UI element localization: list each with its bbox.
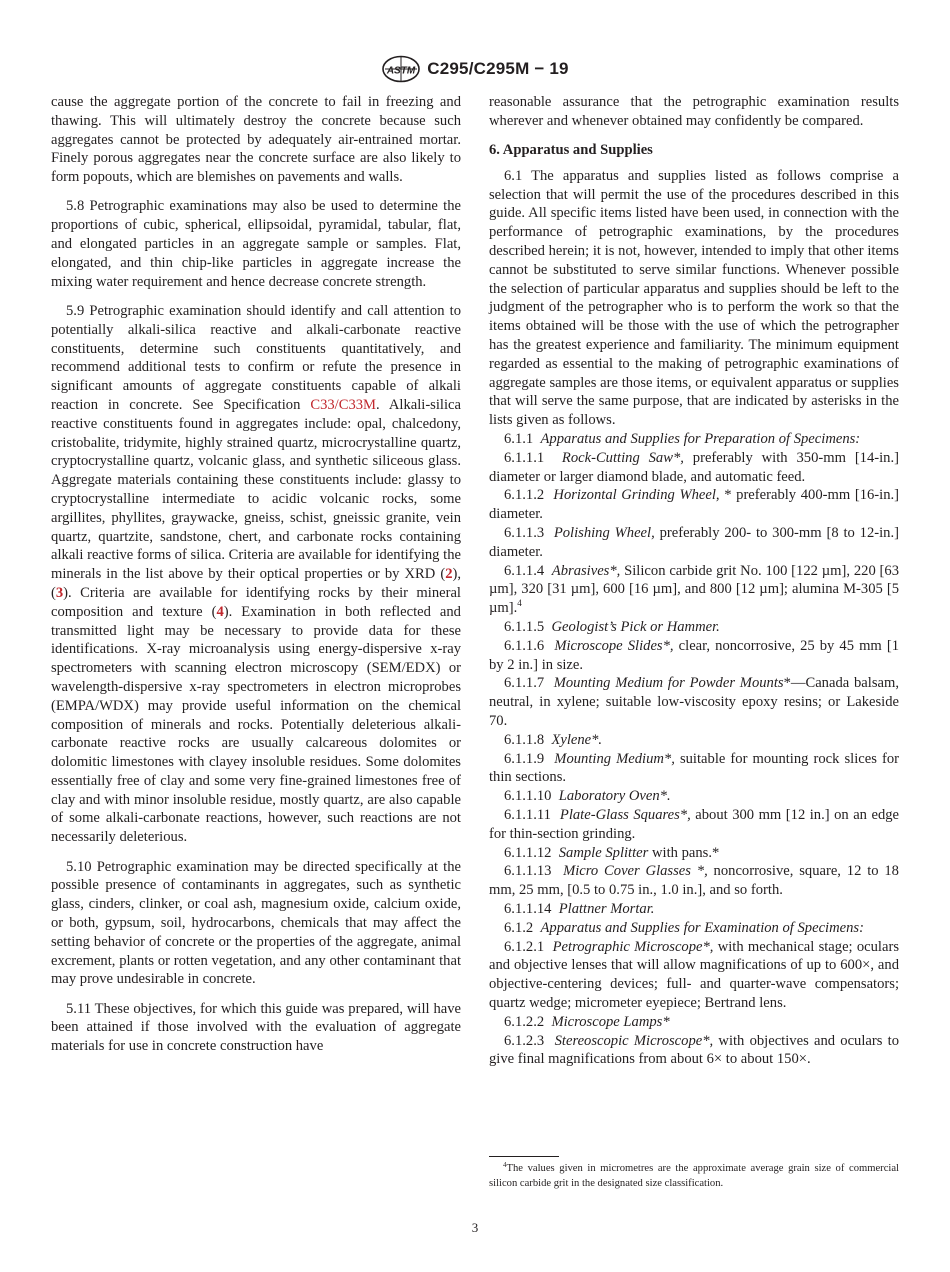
- item-text: *—Canada balsam, neutral, in xylene; suitable low-viscosity epoxy resins; or Lakeside 70.: [489, 675, 899, 729]
- list-item: [489, 1032, 899, 1070]
- item-title: Plate-Glass Squares*,: [559, 806, 691, 823]
- item-number: 6.1.1.4: [504, 562, 545, 579]
- item-title: Apparatus and Supplies for Preparation of Specimens:: [540, 431, 861, 448]
- list-item: [489, 637, 899, 675]
- item-title: Mounting Medium for Powder Mounts: [553, 675, 784, 692]
- item-number: 6.1.1.1: [504, 449, 545, 466]
- footnote-ref: 4: [517, 598, 522, 609]
- item-title: Laboratory Oven*.: [558, 788, 671, 805]
- footnote-rule: [489, 1156, 559, 1157]
- list-item: [489, 674, 899, 730]
- item-number: 6.1.1.6: [504, 637, 545, 654]
- item-title: Apparatus and Supplies for Examination of Specimens:: [540, 919, 864, 936]
- item-text: clear, noncorrosive, 25 by 45 mm [1 by 2 in.] in size.: [489, 637, 900, 673]
- section-5-8: 5.8 Petrographic examinations may also be used to determine the proportions of cubic, spherical, ellipsoidal, pyramidal, tabular, flat, and elongated particles in an aggregate sample or samples. Flat, elongated, and thin chip-like particles in aggregate increase the mixing water requirement and hence decrease concrete strength.: [51, 198, 461, 290]
- item-number: 6.1.1.13: [504, 863, 552, 880]
- item-title: Geologist’s Pick or Hammer.: [551, 619, 720, 636]
- item-title: Sample Splitter: [558, 844, 649, 861]
- item-title: Xylene*.: [551, 731, 603, 748]
- item-title: Microscope Lamps*: [551, 1013, 670, 1030]
- item-text: preferably with 350-mm [14-in.] diameter or larger diamond blade, and automatic feed.: [489, 449, 899, 485]
- item-number: 6.1.1.3: [504, 525, 545, 542]
- list-item: [489, 618, 899, 637]
- item-title: Stereoscopic Microscope*,: [554, 1032, 714, 1049]
- item-number: 6.1.2: [504, 919, 534, 936]
- item-number: 6.1.1.14: [504, 900, 552, 917]
- list-item: [489, 862, 899, 900]
- item-title: Abrasives*,: [551, 562, 621, 579]
- list-item: [489, 787, 899, 806]
- list-item: [489, 731, 899, 750]
- paragraph-continued: cause the aggregate portion of the concrete to fail in freezing and thawing. This will ultimately destroy the concrete because such aggregates cannot be protected by adequately air-entrained mortar. Finely porous aggregates near the concrete surface are also likely to form popouts, which are blemishes on pavements and walls.: [51, 94, 461, 186]
- item-number: 6.1.1: [504, 431, 534, 448]
- section-6-1: 6.1 The apparatus and supplies listed as follows comprise a selection that will permit the use of the procedures described in this guide. All specific items listed have been used, in connection with the performance of petrographic examinations, by the procedures described herein; it is not, however, intended to imply that other items cannot be substituted to serve similar functions. Whenever possible the selection of particular apparatus and supplies should be left to the judgment of the petrographer who is to perform the work so that the items obtained will be those with the use of which the petrographer has the greatest experience and familiarity. The minimum equipment regarded as essential to the making of petrographic examinations of aggregate samples are those items, or equivalent apparatus or supplies that will serve the same purpose, that are indicated by asterisks in the lists given as follows.: [489, 167, 899, 429]
- item-text: with mechanical stage; oculars and objective lenses that will allow magnifications of up to 600×, and objective-centering devices; full- and quarter-wave compensators; quartz wedge; micrometer eyepiece; Bertrand lens.: [489, 938, 899, 1011]
- item-number: 6.1.1.8: [504, 731, 545, 748]
- item-text: Silicon carbide grit No. 100 [122 µm], 220 [63 µm], 320 [31 µm], 600 [16 µm], and 800 [12 µm]; alumina M-305 [5 µm].: [489, 562, 900, 617]
- right-column: [489, 93, 899, 1069]
- item-text: noncorrosive, square, 12 to 18 mm, 25 mm, [0.5 to 0.75 in., 1.0 in.], and so forth.: [489, 863, 899, 899]
- list-item: [489, 562, 899, 618]
- item-title: Horizontal Grinding Wheel,: [553, 487, 720, 504]
- item-number: 6.1.2.2: [504, 1013, 545, 1030]
- item-number: 6.1.1.10: [504, 788, 552, 805]
- paragraph-continued: reasonable assurance that the petrographic examination results wherever and whenever obtained may confidently be compared.: [489, 94, 899, 129]
- item-title: Mounting Medium*,: [554, 750, 675, 767]
- list-item: [489, 900, 899, 919]
- item-text: suitable for mounting rock slices for thin sections.: [489, 750, 900, 786]
- item-number: 6.1.1.2: [504, 487, 545, 504]
- list-item: [489, 806, 899, 844]
- list-item: [489, 524, 899, 562]
- list-item: [489, 750, 899, 788]
- item-number: 6.1.1.12: [504, 844, 552, 861]
- section-6-heading: 6. Apparatus and Supplies: [489, 142, 653, 159]
- list-item: [489, 844, 899, 863]
- item-text: about 300 mm [12 in.] on an edge for thin-section grinding.: [489, 806, 900, 842]
- list-item: [489, 938, 899, 1013]
- list-item: [489, 1013, 899, 1032]
- item-number: 6.1.2.3: [504, 1032, 545, 1049]
- item-title: Rock-Cutting Saw*,: [561, 449, 684, 466]
- svg-text:ASTM: ASTM: [387, 65, 416, 77]
- item-number: 6.1.1.9: [504, 750, 545, 767]
- item-text: * preferably 400-mm [16-in.] diameter.: [489, 487, 900, 523]
- item-title: Micro Cover Glasses *,: [563, 863, 708, 880]
- list-item: [489, 486, 899, 524]
- list-item: [489, 449, 899, 487]
- item-title: Polishing Wheel,: [553, 525, 655, 542]
- item-title: Plattner Mortar.: [558, 900, 655, 917]
- section-5-10: 5.10 Petrographic examination may be directed specifically at the possible presence of contaminants in aggregates, such as synthetic glass, cinders, clinker, or coal ash, magnesium oxide, calcium oxide, or both, gypsum, soil, hydrocarbons, chemicals that may affect the setting behavior of concrete or the properties of the aggregate, animal excrement, plants or rotten vegetation, and any other contaminant that may prove undesirable in concrete.: [51, 858, 461, 988]
- apparatus-list: [489, 430, 899, 1069]
- ref-link-2[interactable]: 2: [445, 566, 453, 583]
- ref-link-4[interactable]: 4: [216, 603, 224, 620]
- item-text: with objectives and oculars to give final magnifications from about 6× to about 150×.: [489, 1032, 900, 1068]
- item-text: preferably 200- to 300-mm [8 to 12-in.] diameter.: [489, 525, 899, 560]
- astm-logo-icon: [381, 55, 421, 83]
- item-number: 6.1.1.5: [504, 619, 545, 636]
- item-number: 6.1.2.1: [504, 938, 545, 955]
- list-item: [489, 919, 899, 938]
- section-5-11: 5.11 These objectives, for which this guide was prepared, will have been attained if those involved with the evaluation of aggregate materials for use in concrete construction have: [51, 1000, 461, 1055]
- link-c33[interactable]: C33/C33M: [310, 396, 377, 413]
- page-number: 3: [471, 1220, 479, 1235]
- item-number: 6.1.1.7: [504, 675, 545, 692]
- item-number: 6.1.1.11: [504, 806, 551, 823]
- page-header: [0, 55, 950, 83]
- ref-link-3[interactable]: 3: [55, 584, 64, 601]
- left-column: [51, 93, 461, 1067]
- item-text: with pans.*: [651, 844, 720, 861]
- footnote: $^4$The values given in micrometres are the approximate average grain size of commercial silicon carbide grit in the designated size classification.: [489, 1161, 899, 1189]
- standard-designation: C295/C295M − 19: [427, 59, 569, 78]
- section-5-9: 5.9 Petrographic examination should identify and call attention to potentially alkali-silica reactive and alkali-carbonate reactive constituents, determine such constituents quantitatively, and recommend additional tests to confirm or refute the presence in significant amounts of aggregate constituents capable of alkali reaction in concrete. See Specification C33/C33M. Alkali-silica reactive constituents found in aggregates include: opal, chalcedony, cristobalite, tridymite, highly strained quartz, microcrystalline quartz, cryptocrystalline quartz, volcanic glass, and synthetic siliceous glass. Aggregate materials containing these constituents include: glassy to cryptocrystalline intermediate to acidic volcanic rocks, some argillites, phyllites, graywacke, gneiss, schist, gneissic granite, vein quartz, quartzite, sandstone, chert, and carbonate rocks containing alkali reactive forms of silica. Criteria are available for identifying the minerals in the list above by their optical properties or by XRD (2),(3). Criteria are available for identifying rocks by their mineral composition and texture (4). Examination in both reflected and transmitted light may be necessary to provide data for these identifications. X-ray microanalysis using energy-dispersive x-ray spectrometers with scanning electron microscopy (SEM/EDX) or wavelength-dispersive x-ray spectrometers in electron microprobes (EMPA/WDX) may provide useful information on the chemical composition of minerals and rocks. Potentially deleterious alkali-carbonate reactive rocks are usually calcareous dolomites or dolomitic limestones with clayey insoluble residues. Some dolomites essentially free of clay and some very fine-grained limestones free of clay and with minor insoluble residue, mostly quartz, are also capable of some alkali-carbonate reactions, however, such reactions are not necessarily deleterious.: [51, 302, 461, 846]
- item-title: Petrographic Microscope*,: [552, 938, 714, 955]
- list-item: [489, 430, 899, 449]
- item-title: Microscope Slides*,: [554, 637, 674, 654]
